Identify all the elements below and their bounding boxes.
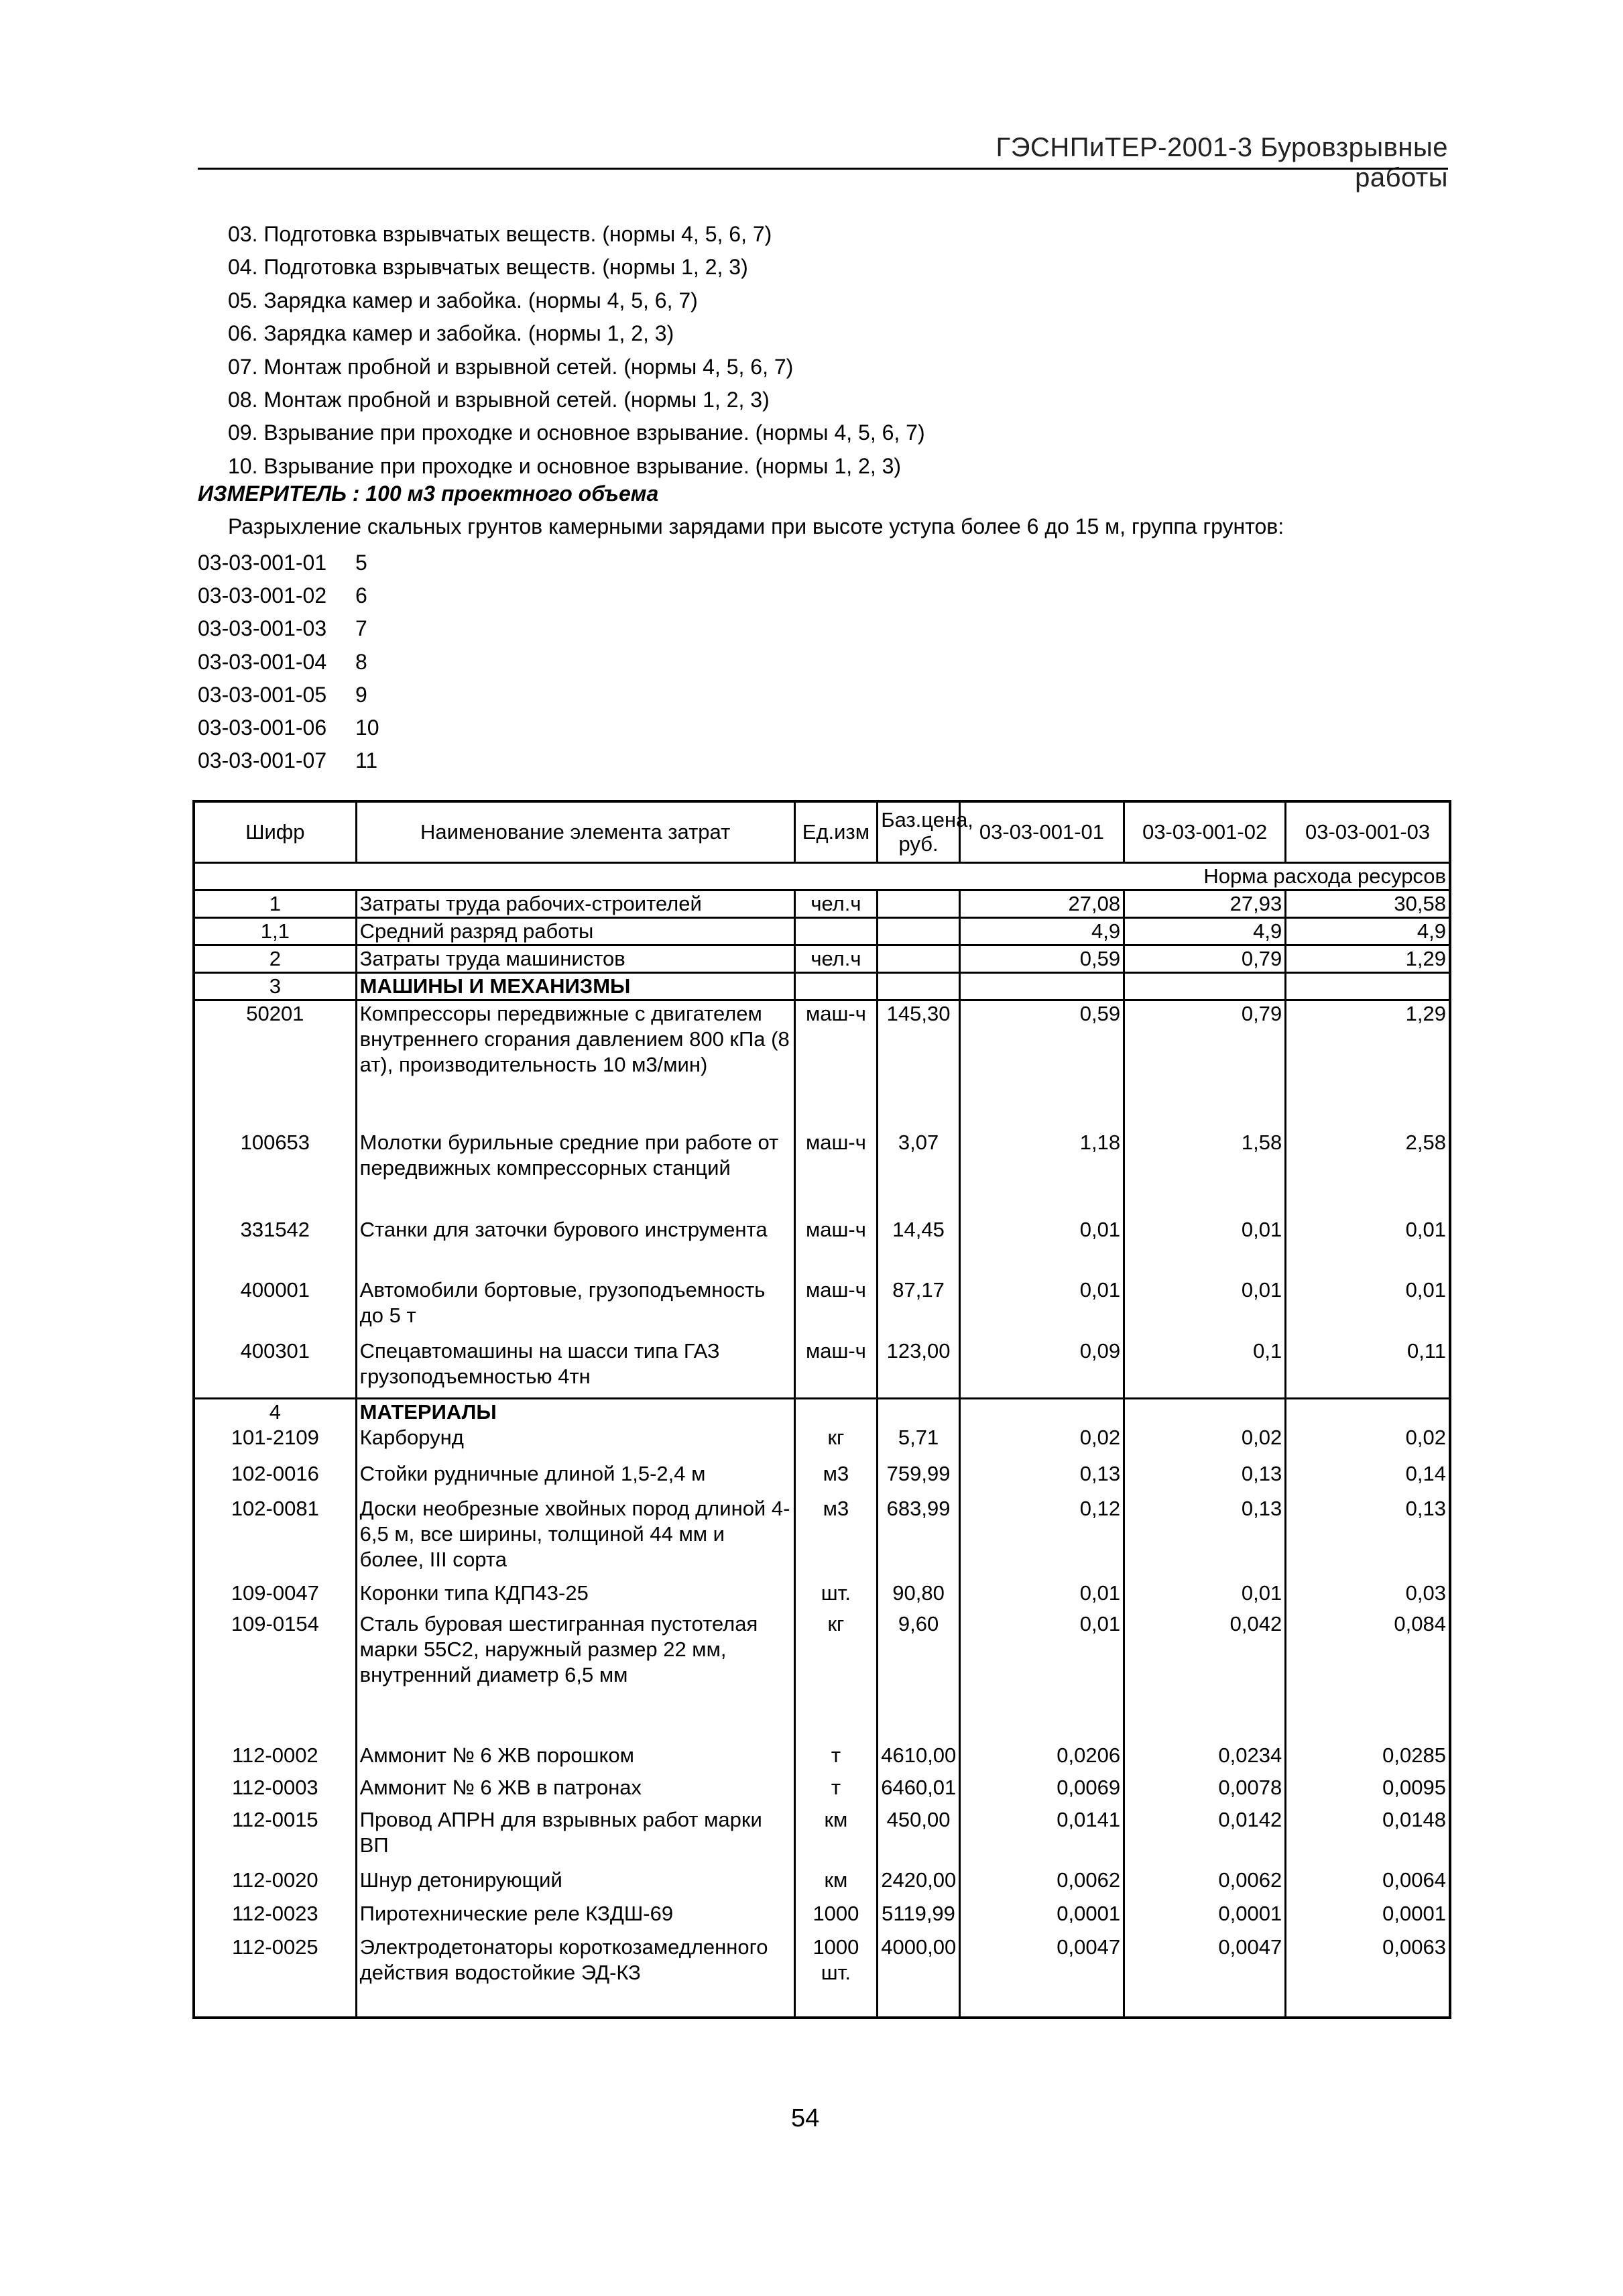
cell-unit: шт. [794, 1581, 878, 1611]
cell-value-3: 0,0148 [1382, 1808, 1446, 1831]
cell-price [878, 945, 960, 973]
table-row [194, 1901, 1450, 1935]
cell-value-1 [959, 1399, 1124, 1426]
cell-name: Карборунд [356, 1425, 794, 1461]
table-row [194, 891, 1450, 918]
cell-price: 9,60 [878, 1611, 960, 1743]
table-row [194, 1130, 1450, 1217]
intro-line: 10. Взрывание при проходке и основное взрывание. (нормы 1, 2, 3) [228, 453, 902, 478]
cell-code: 112-0020 [231, 1868, 318, 1892]
cell-name: Молотки бурильные средние при работе от передвижных компрессорных станций [356, 1130, 794, 1217]
soil-group: 6 [355, 583, 367, 608]
table-row [194, 1581, 1450, 1611]
cell-name: Стойки рудничные длиной 1,5-2,4 м [356, 1461, 794, 1496]
table-row [194, 1461, 1450, 1496]
intro-line: 07. Монтаж пробной и взрывной сетей. (нормы 4, 5, 6, 7) [228, 354, 794, 379]
cell-value-2: 0,0142 [1124, 1807, 1286, 1868]
table-row [194, 1425, 1450, 1461]
table-row [194, 1611, 1450, 1743]
code: 03-03-001-07 [198, 748, 327, 773]
cell-unit: м3 [794, 1496, 878, 1581]
code-row [198, 744, 379, 777]
cell-value-1: 4,9 [959, 918, 1124, 945]
table-row [194, 1743, 1450, 1775]
norm-label-row [194, 863, 1450, 891]
cell-name: Пиротехнические реле КЗДШ-69 [356, 1901, 794, 1935]
cell-name: Автомобили бортовые, грузоподъемность до 5 т [356, 1277, 794, 1338]
cell-value-3: 0,0064 [1382, 1868, 1446, 1892]
cell-price: 90,80 [878, 1581, 960, 1611]
cell-value-2: 0,042 [1124, 1611, 1286, 1743]
cell-unit: км [794, 1807, 878, 1868]
cell-value-1: 0,01 [959, 1217, 1124, 1277]
cell-value-3: 0,0001 [1382, 1902, 1446, 1925]
cell-value-3: 0,084 [1394, 1612, 1446, 1635]
cell-price [878, 973, 960, 1000]
cell-value-2: 4,9 [1124, 918, 1286, 945]
cell-value-3: 0,14 [1405, 1462, 1446, 1485]
cell-value-1: 0,0069 [959, 1775, 1124, 1807]
code: 03-03-001-06 [198, 715, 327, 740]
cell-code: 102-0081 [231, 1497, 319, 1520]
header-col1: 03-03-001-01 [959, 801, 1124, 863]
cell-value-2: 0,0001 [1124, 1901, 1286, 1935]
cell-unit: маш-ч [794, 1217, 878, 1277]
cell-price: 6460,01 [878, 1775, 960, 1807]
cell-value-1: 0,13 [959, 1461, 1124, 1496]
code-row [198, 547, 379, 579]
cell-value-1: 0,09 [959, 1338, 1124, 1399]
soil-group: 9 [355, 682, 367, 707]
cell-value-1: 0,0141 [959, 1807, 1124, 1868]
page-header-title: ГЭСНПиТЕР-2001-3 Буровзрывные работы [996, 133, 1448, 192]
cell-code: 109-0154 [231, 1612, 319, 1635]
cell-code: 112-0025 [231, 1935, 318, 1959]
cell-value-3: 0,01 [1405, 1277, 1446, 1302]
cell-unit: маш-ч [794, 1000, 878, 1130]
intro-line: 05. Зарядка камер и забойка. (нормы 4, 5, 6, 7) [228, 288, 698, 312]
cell-unit: чел.ч [794, 891, 878, 918]
code: 03-03-001-03 [198, 616, 327, 641]
header-col3: 03-03-001-03 [1286, 801, 1450, 863]
table-row [194, 1217, 1450, 1277]
table-row [194, 1807, 1450, 1868]
header-name: Наименование элемента затрат [356, 801, 794, 863]
cell-value-2: 0,0234 [1124, 1743, 1286, 1775]
cell-name: Сталь буровая шестигранная пустотелая марки 55С2, наружный размер 22 мм, внутренний диаметр 6,5 мм [356, 1611, 794, 1743]
cell-value-2: 0,79 [1124, 1000, 1286, 1130]
table-row [194, 1338, 1450, 1399]
intro-line: 08. Монтаж пробной и взрывной сетей. (нормы 1, 2, 3) [228, 388, 770, 412]
cell-code: 100653 [240, 1130, 310, 1154]
section-row [194, 1399, 1450, 1426]
table-row [194, 1496, 1450, 1581]
table-row [194, 945, 1450, 973]
soil-group: 7 [355, 616, 367, 641]
cell-price: 5,71 [878, 1425, 960, 1461]
cell-price: 5119,99 [878, 1901, 960, 1935]
cell-price [878, 891, 960, 918]
cell-value-1: 27,08 [959, 891, 1124, 918]
cell-code: 109-0047 [231, 1581, 319, 1605]
cell-value-1: 1,18 [959, 1130, 1124, 1217]
cell-value-2: 0,0062 [1124, 1868, 1286, 1901]
cell-value-2: 0,1 [1124, 1338, 1286, 1399]
cell-code: 112-0002 [231, 1743, 318, 1767]
cell-unit: т [794, 1743, 878, 1775]
cell-value-3: 1,29 [1286, 945, 1450, 973]
cell-value-1: 0,02 [959, 1425, 1124, 1461]
table-row [194, 1868, 1450, 1901]
cell-unit: кг [794, 1611, 878, 1743]
cell-value-2: 1,58 [1124, 1130, 1286, 1217]
cell-value-2 [1124, 1399, 1286, 1426]
cell-name: Коронки типа КДП43-25 [356, 1581, 794, 1611]
cell-value-3: 4,9 [1286, 918, 1450, 945]
cell-value-2: 0,0078 [1124, 1775, 1286, 1807]
intro-list [228, 218, 925, 483]
cell-unit: чел.ч [794, 945, 878, 973]
cell-value-2: 0,01 [1124, 1217, 1286, 1277]
table-row [194, 1000, 1450, 1130]
header-code: Шифр [194, 801, 356, 863]
cell-value-2: 0,13 [1124, 1496, 1286, 1581]
code-group-list [198, 547, 379, 777]
cell-value-3: 1,29 [1405, 1002, 1446, 1025]
cell-value-2: 0,01 [1124, 1581, 1286, 1611]
soil-group: 5 [355, 551, 367, 575]
cell-value-3: 0,0095 [1382, 1776, 1446, 1799]
table-header-row [194, 801, 1450, 863]
cell-value-1: 0,01 [959, 1277, 1124, 1338]
cell-unit: т [794, 1775, 878, 1807]
cell-value-2: 0,13 [1124, 1461, 1286, 1496]
cell-value-1: 0,12 [959, 1496, 1124, 1581]
cell-value-1: 0,01 [959, 1581, 1124, 1611]
cell-unit [794, 1399, 878, 1426]
code-row [198, 679, 379, 711]
cell-value-3 [1286, 973, 1450, 1000]
code: 03-03-001-04 [198, 649, 327, 674]
cell-price [878, 918, 960, 945]
cell-value-2: 27,93 [1124, 891, 1286, 918]
cell-price: 4000,00 [878, 1935, 960, 2018]
cell-value-1: 0,0062 [959, 1868, 1124, 1901]
cell-value-2: 0,01 [1124, 1277, 1286, 1338]
cell-price: 14,45 [878, 1217, 960, 1277]
code-row [198, 579, 379, 612]
cell-code: 1,1 [194, 918, 356, 945]
code-row [198, 646, 379, 679]
cell-price: 450,00 [878, 1807, 960, 1868]
table-row [194, 1775, 1450, 1807]
cell-value-3: 0,0063 [1382, 1935, 1446, 1959]
section-title: МАТЕРИАЛЫ [356, 1399, 794, 1426]
measure-label: ИЗМЕРИТЕЛЬ : 100 м3 проектного объема [198, 481, 659, 506]
table-row [194, 1277, 1450, 1338]
cell-value-2: 0,0047 [1124, 1935, 1286, 2018]
header-unit: Ед.изм [794, 801, 878, 863]
intro-line: 04. Подготовка взрывчатых веществ. (нормы 1, 2, 3) [228, 255, 748, 280]
cell-code: 331542 [240, 1217, 310, 1241]
cell-value-3: 30,58 [1286, 891, 1450, 918]
cell-code: 3 [194, 973, 356, 1000]
cell-price: 3,07 [878, 1130, 960, 1217]
cell-name: Компрессоры передвижные с двигателем внутреннего сгорания давлением 800 кПа (8 ат), производительность 10 м3/мин) [356, 1000, 794, 1130]
code-row [198, 612, 379, 645]
cell-name: Средний разряд работы [356, 918, 794, 945]
intro-line: 06. Зарядка камер и забойка. (нормы 1, 2, 3) [228, 321, 674, 346]
cell-name: Электродетонаторы короткозамедленного действия водостойкие ЭД-КЗ [356, 1935, 794, 2018]
cell-unit [794, 918, 878, 945]
cell-name: Спецавтомашины на шасси типа ГАЗ грузоподъемностью 4тн [356, 1338, 794, 1399]
code: 03-03-001-01 [198, 551, 327, 575]
cell-code: 400001 [240, 1277, 310, 1302]
cell-value-1: 0,0047 [959, 1935, 1124, 2018]
soil-group: 11 [355, 748, 378, 773]
cell-code: 400301 [240, 1338, 310, 1363]
cell-name: Затраты труда рабочих-строителей [356, 891, 794, 918]
cell-value-1: 0,0001 [959, 1901, 1124, 1935]
cell-value-3: 0,02 [1405, 1426, 1446, 1449]
cell-price: 4610,00 [878, 1743, 960, 1775]
cell-unit: 1000 шт. [794, 1935, 878, 2018]
code: 03-03-001-02 [198, 583, 327, 608]
cell-unit: маш-ч [794, 1277, 878, 1338]
cell-value-1: 0,59 [959, 945, 1124, 973]
cell-code: 101-2109 [231, 1426, 319, 1449]
cell-price: 683,99 [878, 1496, 960, 1581]
cell-code: 112-0015 [231, 1808, 318, 1831]
cell-unit: кг [794, 1425, 878, 1461]
page-number: 54 [791, 2104, 820, 2132]
cell-code: 4 [194, 1399, 356, 1426]
cell-code: 112-0023 [231, 1902, 318, 1925]
cell-name: Станки для заточки бурового инструмента [356, 1217, 794, 1277]
cell-value-3: 0,03 [1405, 1581, 1446, 1605]
cell-value-3: 2,58 [1405, 1130, 1446, 1154]
cell-unit: 1000 [794, 1901, 878, 1935]
cell-value-1: 0,01 [959, 1611, 1124, 1743]
cell-unit: маш-ч [794, 1130, 878, 1217]
cell-code: 2 [194, 945, 356, 973]
code-row [198, 711, 379, 744]
cell-value-1: 0,59 [959, 1000, 1124, 1130]
section-title: МАШИНЫ И МЕХАНИЗМЫ [356, 973, 794, 1000]
cell-value-3: 0,11 [1406, 1338, 1446, 1363]
work-description: Разрыхление скальных грунтов камерными зарядами при высоте уступа более 6 до 15 м, группа грунтов: [228, 514, 1284, 538]
cell-value-1 [959, 973, 1124, 1000]
cell-price: 2420,00 [878, 1868, 960, 1901]
table-row [194, 918, 1450, 945]
cell-value-2 [1124, 973, 1286, 1000]
header-price: Баз.цена, руб. [878, 801, 960, 863]
cell-value-3 [1286, 1399, 1450, 1426]
cell-unit: м3 [794, 1461, 878, 1496]
soil-group: 8 [355, 649, 367, 674]
cell-name: Аммонит № 6 ЖВ в патронах [356, 1775, 794, 1807]
cell-value-3: 0,0285 [1382, 1743, 1446, 1767]
intro-line: 03. Подготовка взрывчатых веществ. (нормы 4, 5, 6, 7) [228, 222, 772, 246]
resource-norm-table [192, 800, 1451, 2019]
cell-name: Аммонит № 6 ЖВ порошком [356, 1743, 794, 1775]
cell-value-3: 0,13 [1405, 1497, 1446, 1520]
cell-code: 50201 [246, 1002, 304, 1025]
soil-group: 10 [355, 715, 379, 740]
header-rule [198, 168, 1448, 170]
cell-price: 87,17 [878, 1277, 960, 1338]
cell-price: 759,99 [878, 1461, 960, 1496]
cell-value-2: 0,02 [1124, 1425, 1286, 1461]
cell-name: Доски необрезные хвойных пород длиной 4-6,5 м, все ширины, толщиной 44 мм и более, III сорта [356, 1496, 794, 1581]
cell-name: Провод АПРН для взрывных работ марки ВП [356, 1807, 794, 1868]
cell-price: 123,00 [878, 1338, 960, 1399]
cell-name: Шнур детонирующий [356, 1868, 794, 1901]
table-row [194, 1935, 1450, 2018]
cell-unit: км [794, 1868, 878, 1901]
cell-value-1: 0,0206 [959, 1743, 1124, 1775]
intro-line: 09. Взрывание при проходке и основное взрывание. (нормы 4, 5, 6, 7) [228, 420, 925, 445]
cell-code: 1 [194, 891, 356, 918]
cell-value-2: 0,79 [1124, 945, 1286, 973]
norm-label: Норма расхода ресурсов [194, 863, 1450, 891]
cell-name: Затраты труда машинистов [356, 945, 794, 973]
cell-unit [794, 973, 878, 1000]
cell-value-3: 0,01 [1405, 1217, 1446, 1241]
cell-code: 112-0003 [231, 1776, 318, 1799]
cell-price [878, 1399, 960, 1426]
section-row [194, 973, 1450, 1000]
cell-unit: маш-ч [794, 1338, 878, 1399]
header-col2: 03-03-001-02 [1124, 801, 1286, 863]
cell-price: 145,30 [878, 1000, 960, 1130]
code: 03-03-001-05 [198, 682, 327, 707]
cell-code: 102-0016 [231, 1462, 319, 1485]
